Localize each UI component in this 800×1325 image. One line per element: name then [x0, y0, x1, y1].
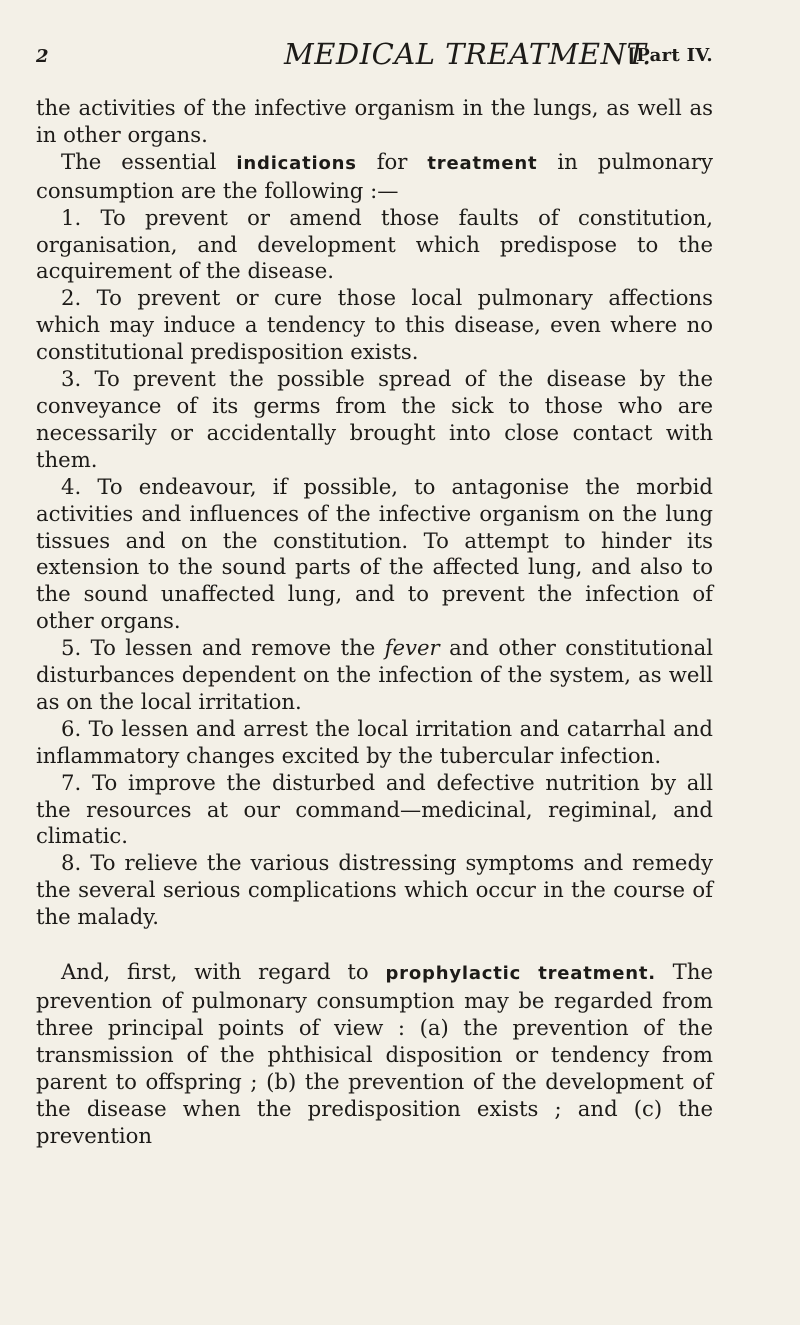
paragraph-continuation: the activities of the infective organism in the lungs, as well as in other organs.	[36, 95, 713, 147]
list-item-6: 6. To lessen and arrest the local irritation and catarrhal and inflammatory changes excited by the tubercular infection.	[36, 715, 713, 768]
page-number: 2	[36, 46, 49, 67]
list-item-5	[36, 635, 713, 716]
list-item-2: 2. To prevent or cure those local pulmonary affections which may induce a tendency to this disease, even where no constitutional predisposition exists.	[36, 285, 713, 365]
list-item-8: 8. To relieve the various distressing symptoms and remedy the several serious complications which occur in the course of the malady.	[36, 850, 713, 930]
paragraph-indications	[36, 149, 713, 205]
text-run: 5. To lessen and remove the	[61, 635, 385, 661]
term-prophylactic-treatment: prophylactic treatment.	[385, 963, 656, 985]
term-treatment: treatment	[427, 152, 538, 174]
page-header	[36, 36, 713, 76]
running-title: MEDICAL TREATMENT.	[284, 37, 652, 71]
text-run: for	[356, 148, 428, 174]
paragraph-prophylactic	[36, 959, 713, 1149]
term-indications: indications	[236, 152, 357, 174]
list-item-7: 7. To improve the disturbed and defective nutrition by all the resources at our command—medicinal, regiminal, and climatic.	[36, 769, 713, 849]
text-run: The essential	[61, 148, 237, 174]
text-run: in pulmonary consumption are the following :—	[36, 148, 713, 203]
page-body	[36, 95, 713, 1149]
text-run: and other constitutional disturbances dependent on the infection of the system, as well as on the local irritation.	[36, 635, 713, 714]
emphasis-fever: fever	[384, 635, 440, 661]
list-item-3: 3. To prevent the possible spread of the disease by the conveyance of its germs from the sick to those who are necessarily or accidentally brought into close contact with them.	[36, 366, 713, 472]
list-item-4: 4. To endeavour, if possible, to antagonise the morbid activities and influences of the infective organism on the lung tissues and on the constitution. To attempt to hinder its extension to the sound parts of the affected lung, and also to the sound unaffected lung, and to prevent the infection of other organs.	[36, 473, 713, 634]
part-label: [Part IV.	[627, 45, 713, 66]
list-item-1: 1. To prevent or amend those faults of constitution, organisation, and development which predispose to the acquirement of the disease.	[36, 204, 713, 284]
text-run: And, first, with regard to	[61, 959, 386, 985]
text-run: The prevention of pulmonary consumption may be regarded from three principal points of view : (a) the prevention of the transmission of the phthisical disposition or tendency from parent to offspring ; (b) the prevention of the development of the disease when the predisposition exists ; and (c) the prevention	[36, 959, 713, 1148]
